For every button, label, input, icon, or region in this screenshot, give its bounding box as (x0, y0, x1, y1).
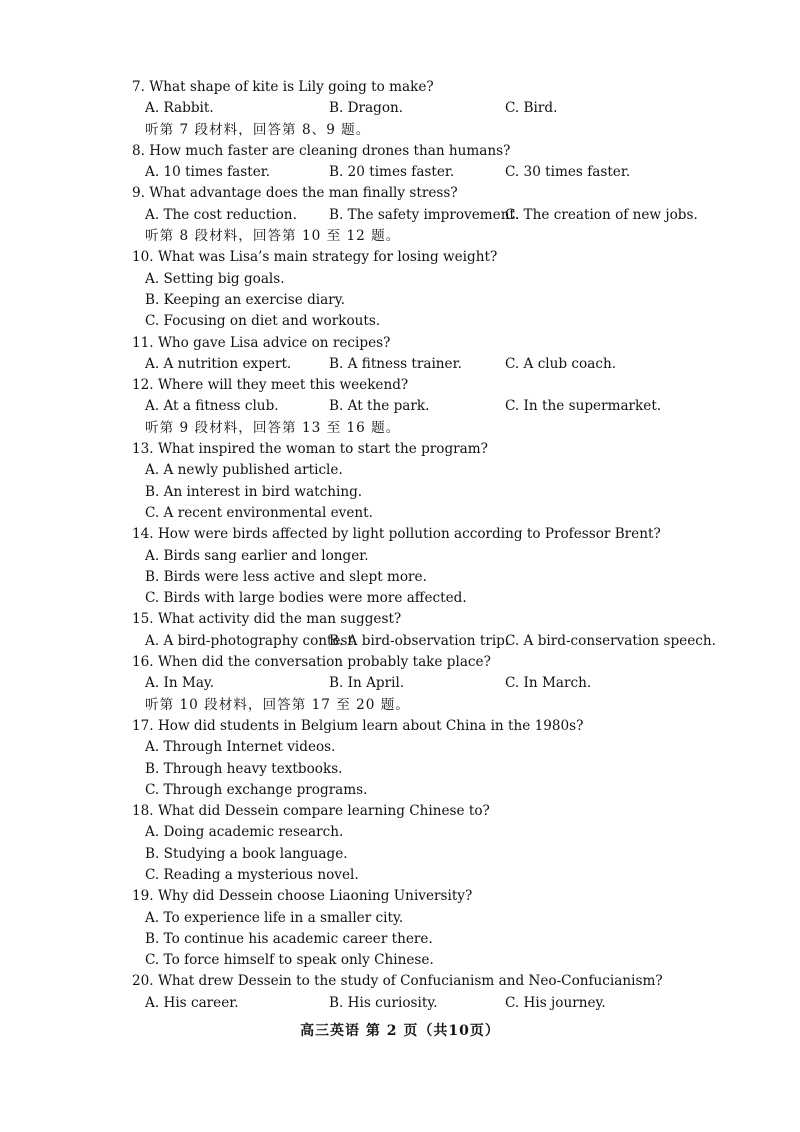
option-b: B. The safety improvement. (329, 206, 520, 223)
option-a: A. Rabbit. (145, 100, 214, 117)
option-c: C. The creation of new jobs. (505, 206, 698, 223)
option-a: A. A bird-photography contest. (145, 632, 358, 649)
answer-option: C. Focusing on diet and workouts. (145, 313, 381, 330)
option-a: A. 10 times faster. (145, 164, 271, 181)
answer-option: A. To experience life in a smaller city. (145, 909, 404, 926)
option-b: B. A bird-observation trip. (329, 632, 510, 649)
option-a: A. In May. (145, 675, 215, 692)
answer-option: C. To force himself to speak only Chinese. (145, 952, 434, 969)
question-stem: 12. Where will they meet this weekend? (132, 377, 409, 394)
answer-option: A. Through Internet videos. (145, 739, 336, 756)
option-b: B. Dragon. (329, 100, 404, 117)
answer-options-row (132, 205, 732, 226)
answer-option: B. An interest in bird watching. (145, 483, 363, 500)
question-stem: 13. What inspired the woman to start the program? (132, 441, 488, 458)
answer-options-row (132, 673, 732, 694)
answer-option: B. Studying a book language. (145, 845, 348, 862)
answer-option: C. Through exchange programs. (145, 781, 368, 798)
question-list (132, 77, 732, 1014)
question-stem: 10. What was Lisa’s main strategy for losing weight? (132, 249, 498, 266)
option-a: A. At a fitness club. (145, 398, 279, 415)
option-a: A. His career. (145, 994, 239, 1011)
question-stem: 14. How were birds affected by light pollution according to Professor Brent? (132, 526, 661, 543)
option-c: C. A bird-conservation speech. (505, 632, 716, 649)
question-stem: 18. What did Dessein compare learning Chinese to? (132, 803, 490, 820)
option-c: C. His journey. (505, 994, 606, 1011)
answer-option: B. Keeping an exercise diary. (145, 291, 345, 308)
question-stem: 20. What drew Dessein to the study of Confucianism and Neo-Confucianism? (132, 973, 663, 990)
option-a: A. A nutrition expert. (145, 355, 292, 372)
answer-options-row (132, 993, 732, 1014)
answer-options-row (132, 98, 732, 119)
question-stem: 7. What shape of kite is Lily going to make? (132, 79, 434, 95)
option-a: A. The cost reduction. (145, 206, 297, 223)
question-stem: 11. Who gave Lisa advice on recipes? (132, 334, 391, 351)
page-footer: 高三英语 第 2 页（共10页） (300, 1023, 500, 1039)
option-b: B. At the park. (329, 398, 430, 415)
answer-option: A. Birds sang earlier and longer. (145, 547, 369, 564)
question-stem: 15. What activity did the man suggest? (132, 611, 402, 628)
answer-options-row (132, 354, 732, 375)
option-c: C. In the supermarket. (505, 398, 662, 415)
answer-option: C. A recent environmental event. (145, 504, 373, 521)
option-c: C. A club coach. (505, 355, 617, 372)
section-instruction: 听第 10 段材料，回答第 17 至 20 题。 (145, 696, 410, 713)
question-stem: 16. When did the conversation probably take place? (132, 654, 491, 671)
option-c: C. In March. (505, 675, 592, 692)
section-instruction: 听第 9 段材料，回答第 13 至 16 题。 (145, 419, 401, 436)
answer-options-row (132, 396, 732, 417)
answer-option: B. To continue his academic career there. (145, 930, 433, 947)
answer-option: C. Reading a mysterious novel. (145, 866, 359, 883)
option-b: B. 20 times faster. (329, 164, 455, 181)
answer-option: A. Doing academic research. (145, 824, 344, 841)
answer-options-row (132, 631, 732, 652)
answer-option: A. Setting big goals. (145, 270, 285, 287)
answer-option: B. Birds were less active and slept more. (145, 568, 427, 585)
option-c: C. Bird. (505, 100, 558, 117)
section-instruction: 听第 8 段材料，回答第 10 至 12 题。 (145, 228, 401, 245)
option-b: B. A fitness trainer. (329, 355, 462, 372)
option-b: B. In April. (329, 675, 405, 692)
question-stem: 17. How did students in Belgium learn about China in the 1980s? (132, 717, 584, 734)
option-c: C. 30 times faster. (505, 164, 631, 181)
answer-options-row (132, 162, 732, 183)
answer-option: A. A newly published article. (145, 462, 343, 479)
question-stem: 19. Why did Dessein choose Liaoning University? (132, 888, 473, 905)
question-stem: 9. What advantage does the man finally stress? (132, 185, 458, 202)
answer-option: B. Through heavy textbooks. (145, 760, 343, 777)
answer-option: C. Birds with large bodies were more affected. (145, 590, 467, 607)
section-instruction: 听第 7 段材料，回答第 8、9 题。 (145, 121, 371, 138)
question-stem: 8. How much faster are cleaning drones than humans? (132, 142, 511, 159)
option-b: B. His curiosity. (329, 994, 438, 1011)
